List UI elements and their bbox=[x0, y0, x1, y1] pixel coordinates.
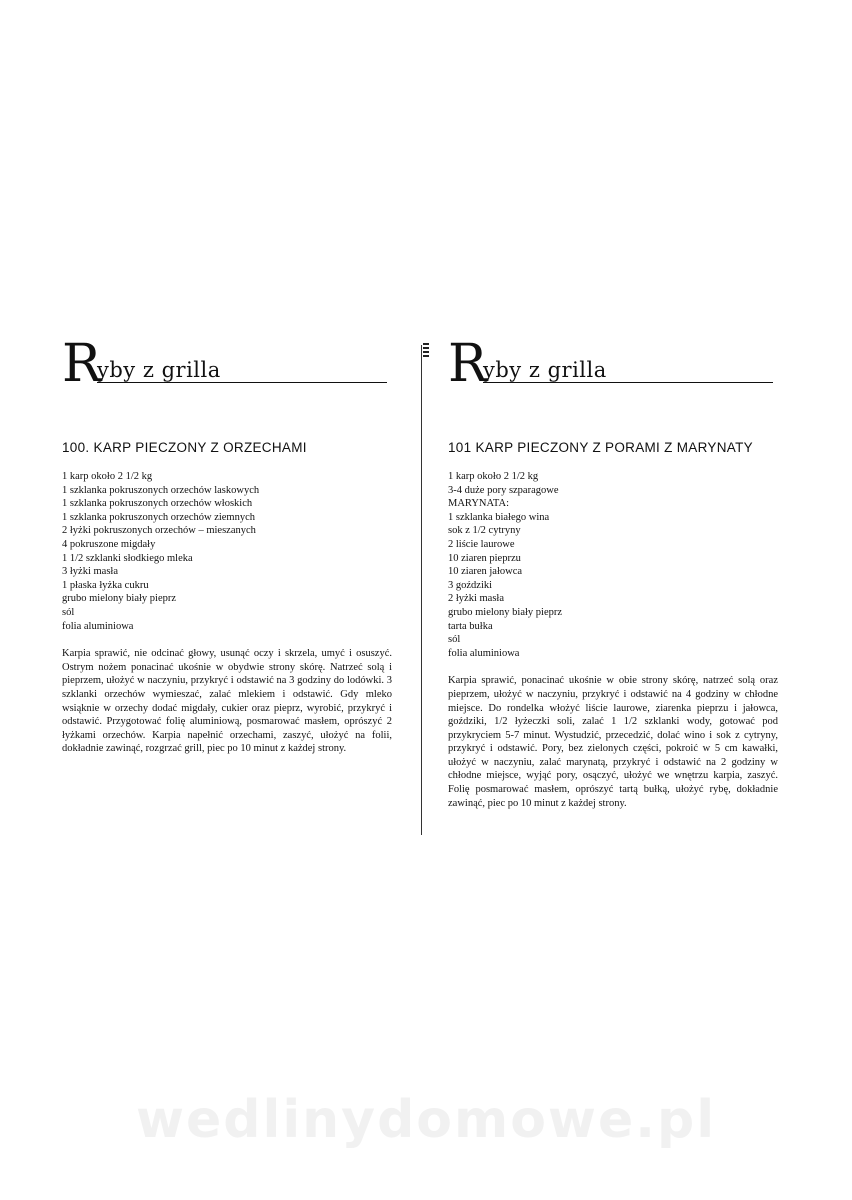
ingredient-item: 1 płaska łyżka cukru bbox=[62, 579, 149, 591]
ingredient-item: 1 szklanka pokruszonych orzechów ziemnych bbox=[62, 511, 256, 523]
right-page bbox=[448, 330, 778, 821]
header-initial: R bbox=[448, 334, 486, 394]
left-page bbox=[62, 330, 392, 766]
ingredient-item: sok z 1/2 cytryny bbox=[448, 525, 521, 537]
ingredient-item: 2 łyżki masła bbox=[448, 593, 504, 605]
ingredient-item: 1 1/2 szklanki słodkiego mleka bbox=[62, 552, 193, 564]
recipe-title: 100. KARP PIECZONY Z ORZECHAMI bbox=[62, 440, 307, 455]
ingredient-item: 1 szklanka pokruszonych orzechów włoskich bbox=[62, 498, 253, 510]
ingredient-item: 2 liście laurowe bbox=[448, 538, 515, 550]
ingredient-item: grubo mielony biały pieprz bbox=[448, 606, 563, 618]
recipe-method: Karpia sprawić, ponacinać ukośnie w obie strony skórę, natrzeć solą oraz pieprzem, ułożyć w naczyniu, przykryć i odstawić na 4 godziny w chłodne miejsce. Do rondelka włożyć liście laurowe, ziarenka pieprzu i jałowca, goździki, 1/2 łyżeczki soli, zalać 1 1/2 szklanki wody, gotować pod przykryciem 5-7 minut. Wystudzić, przecedzić, dolać wino i sok z cytryny, przykryć i odstawić. Pory, bez zielonych części, pokroić w 5 cm kawałki, ułożyć w naczyniu, zalać marynatą, przykryć i odstawić na 2 godziny w chłodne miejsce, wyjąć pory, osączyć, ułożyć we wnętrzu karpia, zaszyć. Folię posmarować masłem, oprószyć tartą bułką, ułożyć rybę, dokładnie zawinąć, piec po 10 minut z każdej strony. bbox=[448, 675, 778, 809]
ingredient-item: folia aluminiowa bbox=[448, 647, 520, 659]
recipe-title: 101 KARP PIECZONY Z PORAMI Z MARYNATY bbox=[448, 440, 753, 455]
ingredient-list bbox=[62, 470, 392, 633]
section-header bbox=[62, 330, 392, 402]
ingredient-item: folia aluminiowa bbox=[62, 620, 134, 632]
header-text: yby z grilla bbox=[97, 358, 221, 382]
ingredient-item: 1 karp około 2 1/2 kg bbox=[62, 471, 153, 482]
ingredient-item: 3-4 duże pory szparagowe bbox=[448, 484, 559, 496]
ingredient-item: 3 goździki bbox=[448, 579, 493, 591]
header-initial: R bbox=[62, 334, 100, 394]
ingredient-item: 10 ziaren pieprzu bbox=[448, 552, 521, 564]
ingredient-item: 1 szklanka białego wina bbox=[448, 511, 550, 523]
page-divider-line bbox=[421, 345, 422, 835]
ingredient-item: 1 karp około 2 1/2 kg bbox=[448, 471, 539, 482]
recipe-method: Karpia sprawić, nie odcinać głowy, usunąć oczy i skrzela, umyć i osuszyć. Ostrym nożem ponacinać ukośnie w obydwie strony skórę. Natrzeć solą i pieprzem, ułożyć w naczyniu, przykryć i odstawić na 3 godziny do lodówki. 3 szklanki orzechów wymieszać, zalać mlekiem i odstawić. Gdy mleko wsiąknie w orzechy dodać migdały, cukier oraz pieprz, wyrobić, przykryć i odstawić. Przygotować folię aluminiową, posmarować masłem, oprószyć 2 łyżkami orzechów. Karpia napełnić orzechami, zaszyć, ułożyć na folii, dokładnie zawinąć, rozgrzać grill, piec po 10 minut z każdej strony. bbox=[62, 648, 392, 755]
header-text: yby z grilla bbox=[483, 358, 607, 382]
ingredient-item: sól bbox=[62, 606, 75, 618]
binding-mark bbox=[423, 343, 429, 359]
ingredient-list bbox=[448, 470, 778, 660]
ingredient-item: sól bbox=[448, 634, 461, 646]
ingredient-item: 10 ziaren jałowca bbox=[448, 566, 523, 578]
watermark-text: wedlinydomowe.pl bbox=[135, 1090, 717, 1150]
ingredient-item: 1 szklanka pokruszonych orzechów laskowych bbox=[62, 484, 260, 496]
ingredient-item: MARYNATA: bbox=[448, 498, 510, 510]
header-rule bbox=[483, 382, 773, 383]
ingredient-item: tarta bułka bbox=[448, 620, 493, 632]
ingredient-item: 3 łyżki masła bbox=[62, 566, 118, 578]
header-rule bbox=[97, 382, 387, 383]
ingredient-item: 2 łyżki pokruszonych orzechów – mieszanych bbox=[62, 525, 256, 537]
ingredient-item: grubo mielony biały pieprz bbox=[62, 593, 177, 605]
ingredient-item: 4 pokruszone migdały bbox=[62, 538, 156, 550]
section-header bbox=[448, 330, 778, 402]
